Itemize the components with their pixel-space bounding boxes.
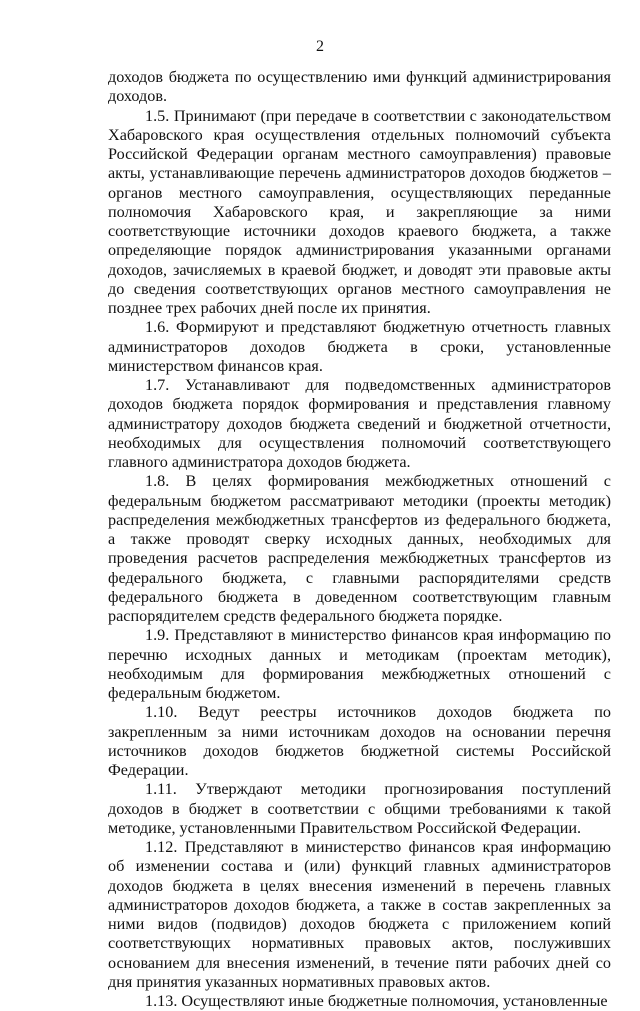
paragraph-1-7: 1.7. Устанавливают для подведомственных администраторов доходов бюджета порядок формирования и представления главному администратору доходов бюджета сведений и бюджетной отчетности, необходимых для осуществления полномочий соответствующего главного администратора доходов бюджета. <box>108 376 611 471</box>
paragraph-1-5: 1.5. Принимают (при передаче в соответствии с законодательством Хабаровского края осуществления отдельных полномочий субъекта Российской Федерации органам местного самоуправления) правовые акты, устанавливающие перечень администраторов доходов бюджетов – органов местного самоуправления, осуществляющих переданные полномочия Хабаровского края, и закрепляющие за ними соответствующие источники доходов краевого бюджета, а также определяющие порядок администрирования указанными органами доходов, зачисляемых в краевой бюджет, и доводят эти правовые акты до сведения соответствующих органов местного самоуправления не позднее трех рабочих дней после их принятия. <box>108 106 611 317</box>
paragraph-continuation: доходов бюджета по осуществлению ими функций администрирования доходов. <box>108 68 611 106</box>
paragraph-1-13: 1.13. Осуществляют иные бюджетные полномочия, установленные <box>145 992 608 1010</box>
paragraph-1-8: 1.8. В целях формирования межбюджетных отношений с федеральным бюджетом рассматривают методики (проекты методик) распределения межбюджетных трансфертов из федерального бюджета, а также проводят сверку исходных данных, необходимых для проведения расчетов распределения межбюджетных трансфертов из федерального бюджета, с главными распорядителями средств федерального бюджета в доведенном соответствующим главным распорядителем средств федерального бюджета порядке. <box>108 472 611 625</box>
document-body <box>108 68 611 1011</box>
paragraph-1-12: 1.12. Представляют в министерство финансов края информацию об изменении состава и (или) функций главных администраторов доходов бюджета в целях внесения изменений в перечень главных администраторов доходов бюджета, а также в состав закрепленных за ними видов (подвидов) доходов бюджета с приложением копий соответствующих нормативных правовых актов, послуживших основанием для внесения изменений, в течение пяти рабочих дней со дня принятия указанных нормативных правовых актов. <box>108 838 611 991</box>
page-number: 2 <box>316 38 324 55</box>
paragraph-1-10: 1.10. Ведут реестры источников доходов бюджета по закрепленным за ними источникам доходов на основании перечня источников доходов бюджетов бюджетной системы Российской Федерации. <box>108 703 611 779</box>
paragraph-1-6: 1.6. Формируют и представляют бюджетную отчетность главных администраторов доходов бюджета в сроки, установленные министерством финансов края. <box>108 318 611 375</box>
paragraph-1-9: 1.9. Представляют в министерство финансов края информацию по перечню исходных данных и методикам (проектам методик), необходимым для формирования межбюджетных отношений с федеральным бюджетом. <box>108 626 611 702</box>
paragraph-1-11: 1.11. Утверждают методики прогнозирования поступлений доходов в бюджет в соответствии с общими требованиями к такой методике, установленными Правительством Российской Федерации. <box>108 780 611 837</box>
